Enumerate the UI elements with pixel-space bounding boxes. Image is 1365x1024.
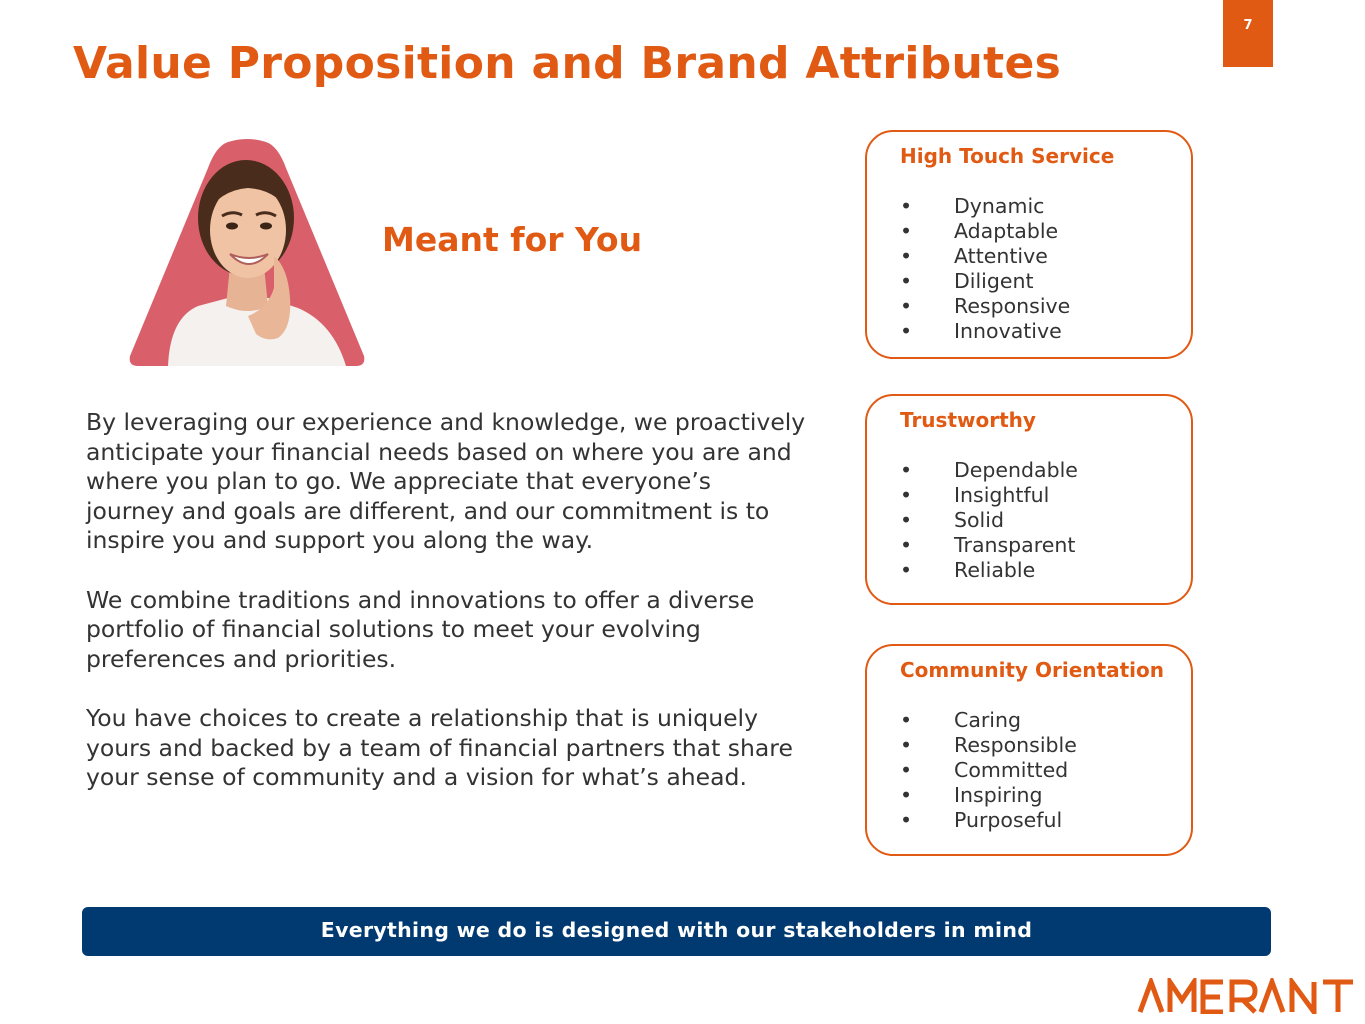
list-item: • Adaptable xyxy=(900,219,1059,243)
bullet-icon: • xyxy=(900,244,913,268)
attribute-card-title: Community Orientation xyxy=(900,658,1164,682)
body-copy xyxy=(86,408,806,822)
bullet-icon: • xyxy=(900,508,913,532)
list-item: • Solid xyxy=(900,508,1004,532)
bullet-icon: • xyxy=(900,194,913,218)
banner-text: Everything we do is designed with our stakeholders in mind xyxy=(320,918,1033,942)
portrait-photo xyxy=(128,138,366,368)
body-paragraph: We combine traditions and innovations to offer a diverse portfolio of financial solutions to meet your evolving preferences and priorities. xyxy=(86,585,755,673)
bullet-icon: • xyxy=(900,533,913,557)
list-item: • Inspiring xyxy=(900,783,1043,807)
attribute-card-trustworthy xyxy=(865,394,1193,605)
attribute-card-high-touch-service xyxy=(865,130,1193,359)
attribute-card-community-orientation xyxy=(865,644,1193,856)
page-number-badge xyxy=(1223,0,1273,67)
attribute-list xyxy=(900,194,1181,344)
list-item: • Committed xyxy=(900,758,1069,782)
attribute-card-title: High Touch Service xyxy=(900,144,1115,168)
list-item: • Diligent xyxy=(900,269,1034,293)
tagline: Meant for You xyxy=(382,220,643,259)
bullet-icon: • xyxy=(900,458,913,482)
bullet-icon: • xyxy=(900,758,913,782)
list-item: • Responsive xyxy=(900,294,1071,318)
bullet-icon: • xyxy=(900,483,913,507)
list-item: • Purposeful xyxy=(900,808,1063,832)
left-eye xyxy=(226,223,238,230)
bullet-icon: • xyxy=(900,219,913,243)
attribute-list xyxy=(900,708,1181,833)
body-paragraph: You have choices to create a relationship that is uniquely yours and backed by a team of financial partners that share your sense of community and a vision for what’s ahead. xyxy=(86,703,793,792)
bullet-icon: • xyxy=(900,808,913,832)
bullet-icon: • xyxy=(900,733,913,757)
bullet-icon: • xyxy=(900,294,913,318)
list-item: • Caring xyxy=(900,708,1022,732)
bullet-icon: • xyxy=(900,558,913,582)
amerant-logo xyxy=(1137,978,1357,1014)
bullet-icon: • xyxy=(900,783,913,807)
list-item: • Transparent xyxy=(900,533,1076,557)
bullet-icon: • xyxy=(900,319,913,343)
list-item: • Dynamic xyxy=(900,194,1045,218)
list-item: • Responsible xyxy=(900,733,1077,757)
attribute-card-title: Trustworthy xyxy=(900,408,1036,432)
list-item: • Innovative xyxy=(900,319,1062,343)
body-paragraph: By leveraging our experience and knowledge, we proactively anticipate your financial needs based on where you are and where you plan to go. We appreciate that everyone’s journey and goals are different, and our commitment is to inspire you and support you along the way. xyxy=(86,408,806,555)
bullet-icon: • xyxy=(900,269,913,293)
page-title: Value Proposition and Brand Attributes xyxy=(73,38,1062,89)
bullet-icon: • xyxy=(900,708,913,732)
list-item: • Insightful xyxy=(900,483,1050,507)
list-item: • Dependable xyxy=(900,458,1078,482)
page-number: 7 xyxy=(1243,18,1253,33)
stakeholder-banner xyxy=(82,907,1271,956)
list-item: • Reliable xyxy=(900,558,1036,582)
attribute-list xyxy=(900,458,1181,583)
list-item: • Attentive xyxy=(900,244,1048,268)
right-eye xyxy=(260,223,272,230)
